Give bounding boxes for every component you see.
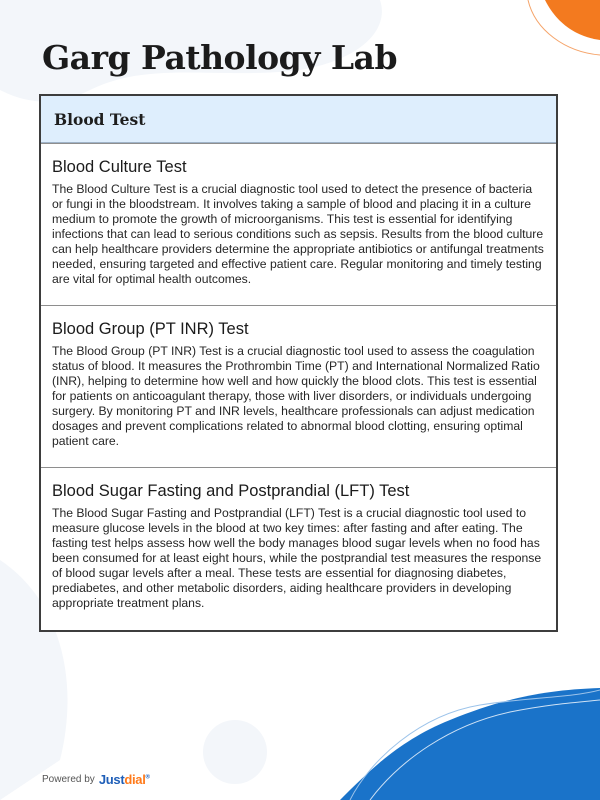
test-name: Blood Culture Test bbox=[52, 158, 187, 176]
justdial-logo[interactable] bbox=[99, 772, 150, 787]
test-description: The Blood Group (PT INR) Test is a crucial diagnostic tool used to assess the coagulation status of blood. It measures the Prothrombin Time (PT) and International Normalized Ratio (INR), helping to determine how well and how quickly the blood clots. This test is essential for patients on anticoagulant therapy, those with liver disorders, or individuals undergoing surgery. By monitoring PT and INR levels, healthcare professionals can adjust medication dosages and prevent complications related to abnormal blood clotting, ensuring optimal patient care. bbox=[52, 344, 540, 448]
page-title: Garg Pathology Lab bbox=[42, 38, 398, 77]
footer-powered-by bbox=[42, 772, 150, 787]
blood-test-table bbox=[39, 94, 558, 632]
test-section-blood-group bbox=[41, 305, 556, 467]
test-name: Blood Sugar Fasting and Postprandial (LFT) Test bbox=[52, 482, 410, 500]
test-section-blood-culture bbox=[41, 143, 556, 305]
test-description: The Blood Sugar Fasting and Postprandial (LFT) Test is a crucial diagnostic tool used to measure glucose levels in the blood at two key times: after fasting and after eating. The fasting test helps assess how well the body manages blood sugar levels when no food has been consumed for at least eight hours, while the postprandial test measures the response of blood sugar levels after a meal. These tests are essential for diagnosing diabetes, prediabetes, and other metabolic disorders, aiding healthcare providers in developing appropriate treatment plans. bbox=[52, 506, 542, 610]
test-name: Blood Group (PT INR) Test bbox=[52, 320, 249, 338]
brand-part-dial: dial bbox=[124, 772, 146, 787]
bg-circle-bottom bbox=[203, 720, 267, 784]
test-description: The Blood Culture Test is a crucial diagnostic tool used to detect the presence of bacteria or fungi in the bloodstream. It involves taking a sample of blood and placing it in a culture medium to promote the growth of microorganisms. This test is essential for identifying infections that can lead to serious conditions such as sepsis. Results from the blood culture can help healthcare providers determine the appropriate antibiotics or antifungal treatments needed, ensuring targeted and effective patient care. Regular monitoring and timely testing are vital for optimal health outcomes. bbox=[52, 182, 544, 286]
brand-mark: ® bbox=[145, 774, 150, 781]
blue-wave-shape bbox=[340, 688, 600, 800]
orange-corner-shape bbox=[545, 0, 600, 40]
powered-by-label: Powered by bbox=[42, 774, 95, 785]
brand-part-just: Just bbox=[98, 772, 125, 787]
table-header: Blood Test bbox=[41, 96, 556, 143]
test-section-blood-sugar bbox=[41, 467, 556, 630]
